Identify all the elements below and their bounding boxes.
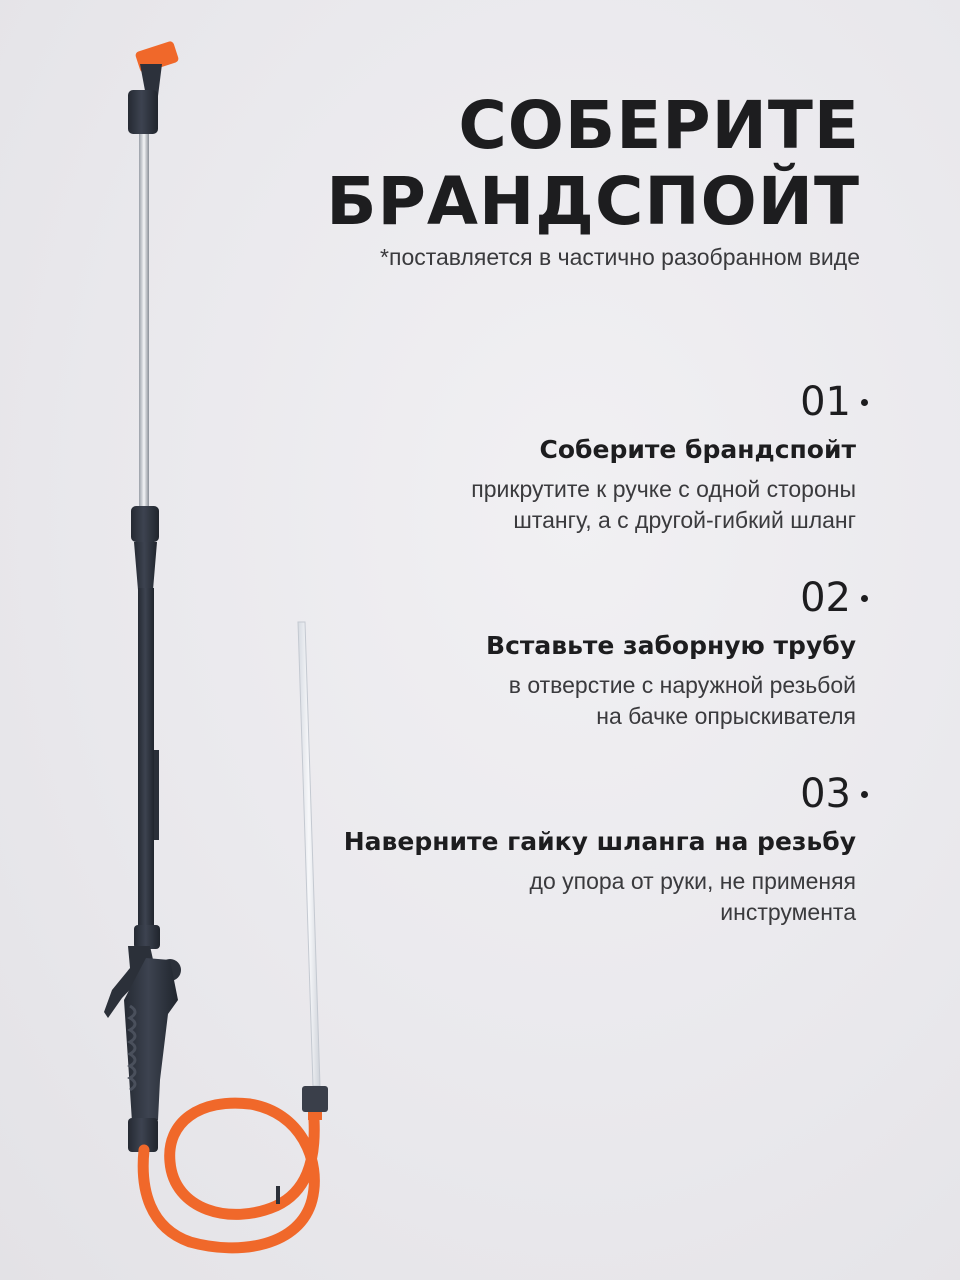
step-title: Наверните гайку шланга на резьбу [343, 827, 856, 856]
bullet-dot-icon [861, 791, 868, 798]
bullet-dot-icon [861, 595, 868, 602]
steps-list [256, 378, 856, 966]
step-number-text: 03 [800, 771, 851, 817]
step-number [256, 770, 856, 818]
page-title-line2: БРАНДСПОЙТ [326, 163, 860, 240]
step-number [256, 574, 856, 622]
step-1 [256, 378, 856, 536]
step-description-line1: прикрутите к ручке с одной стороны [471, 476, 856, 502]
step-3 [256, 770, 856, 928]
step-description-line2: на бачке опрыскивателя [596, 703, 856, 729]
step-description-line2: инструмента [720, 899, 856, 925]
step-2 [256, 574, 856, 732]
step-description-line1: в отверстие с наружной резьбой [508, 672, 856, 698]
nozzle-tip [128, 40, 179, 134]
step-number [256, 378, 856, 426]
orange-hose [143, 1103, 314, 1248]
bullet-dot-icon [861, 399, 868, 406]
step-number-text: 02 [800, 575, 851, 621]
step-title: Вставьте заборную трубу [486, 631, 856, 660]
step-description-line2: штангу, а с другой-гибкий шланг [513, 507, 856, 533]
metal-rod [139, 134, 149, 512]
handle-tube [131, 506, 160, 949]
trigger-handle [104, 946, 181, 1152]
step-title: Соберите брандспойт [539, 435, 856, 464]
heading-block [260, 88, 860, 272]
page-subtitle-note: *поставляется в частично разобранном виде [380, 244, 860, 270]
step-description-line1: до упора от руки, не применяя [529, 868, 856, 894]
step-number-text: 01 [800, 379, 851, 425]
page-title-line1: СОБЕРИТЕ [458, 87, 860, 164]
